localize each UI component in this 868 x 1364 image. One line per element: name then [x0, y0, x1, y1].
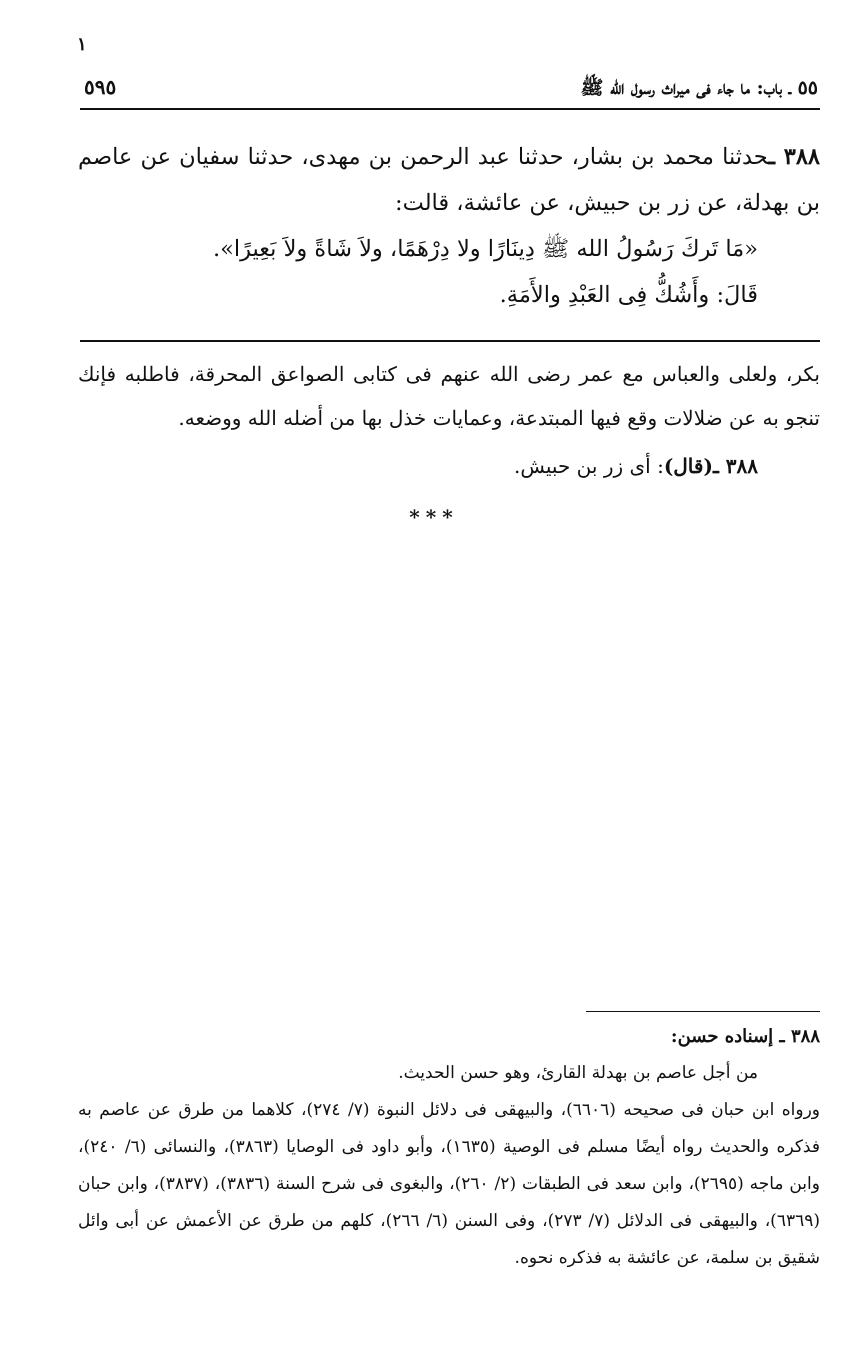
hadith-number: ٣٨٨ ـ [768, 144, 820, 170]
hadith-narrator-doubt: قَالَ: وأَشُكُّ فِى العَبْدِ والأَمَةِ. [499, 282, 758, 308]
section-separator-stars: *** [409, 505, 459, 529]
commentary-paragraph: بكر، ولعلى والعباس مع عمر رضى الله عنهم فى كتابى الصواعق المحرقة، فاطلبه فإنك تنجو به عن ضلالات وقع فيها المبتدعة، وعمايات خذل بها من أضله الله ووضعه. [78, 362, 820, 430]
footnote-divider [586, 1011, 820, 1012]
footnote-line-1: من أجل عاصم بن بهدلة القارئ، وهو حسن الحديث. [398, 1063, 758, 1083]
hadith-isnad: حدثنا محمد بن بشار، حدثنا عبد الرحمن بن مهدى، حدثنا سفيان عن عاصم بن بهدلة، عن زر بن حبيش، عن عائشة، قالت: [78, 144, 820, 216]
page-corner-mark: ١ [77, 34, 87, 55]
commentary-note [78, 444, 820, 488]
hadith-text-block [78, 134, 820, 318]
commentary-note-text: : أى زر بن حبيش. [514, 454, 664, 478]
main-text-divider [80, 340, 820, 342]
hadith-isnad-paragraph [78, 134, 820, 226]
header-divider [80, 108, 820, 110]
page-number: ٥٩٥ [84, 75, 117, 99]
footnote-heading: ٣٨٨ ـ إسناده حسن: [670, 1026, 820, 1047]
commentary-note-label: (قال) [663, 454, 713, 478]
footnote-body: ورواه ابن حبان فى صحيحه (٦٦٠٦)، والبيهقى فى دلائل النبوة (٧/ ٢٧٤)، كلاهما من طرق عن عاصم به فذكره والحديث رواه أيضًا مسلم فى الوصية (١٦٣٥)، وأبو داود فى الوصايا (٣٨٦٣)، والنسائى (٦/ ٢٤٠)، وابن ماجه (٢٦٩٥)، وابن سعد فى الطبقات (٢/ ٢٦٠)، والبغوى فى شرح السنة (٣٨٣٦)، (٣٨٣٧)، وابن حبان (٦٣٦٩)، والبيهقى فى الدلائل (٧/ ٢٧٣)، وفى السنن (٦/ ٢٦٦)، كلهم من طرق عن الأعمش عن أبى وائل شقيق بن سلمة، عن عائشة به فذكره نحوه. [78, 1100, 820, 1268]
chapter-header-title: ٥٥ ـ باب: ما جاء فى ميراث رسول الله ﷺ [580, 77, 818, 99]
footnotes-block [78, 1018, 820, 1277]
commentary-block [78, 352, 820, 488]
hadith-matn: «مَا تَركَ رَسُولُ الله ﷺ دِينَارًا ولا دِرْهَمًا، ولاَ شَاةً ولاَ بَعِيرًا». [212, 236, 758, 262]
commentary-note-number: ٣٨٨ ـ [712, 454, 758, 478]
